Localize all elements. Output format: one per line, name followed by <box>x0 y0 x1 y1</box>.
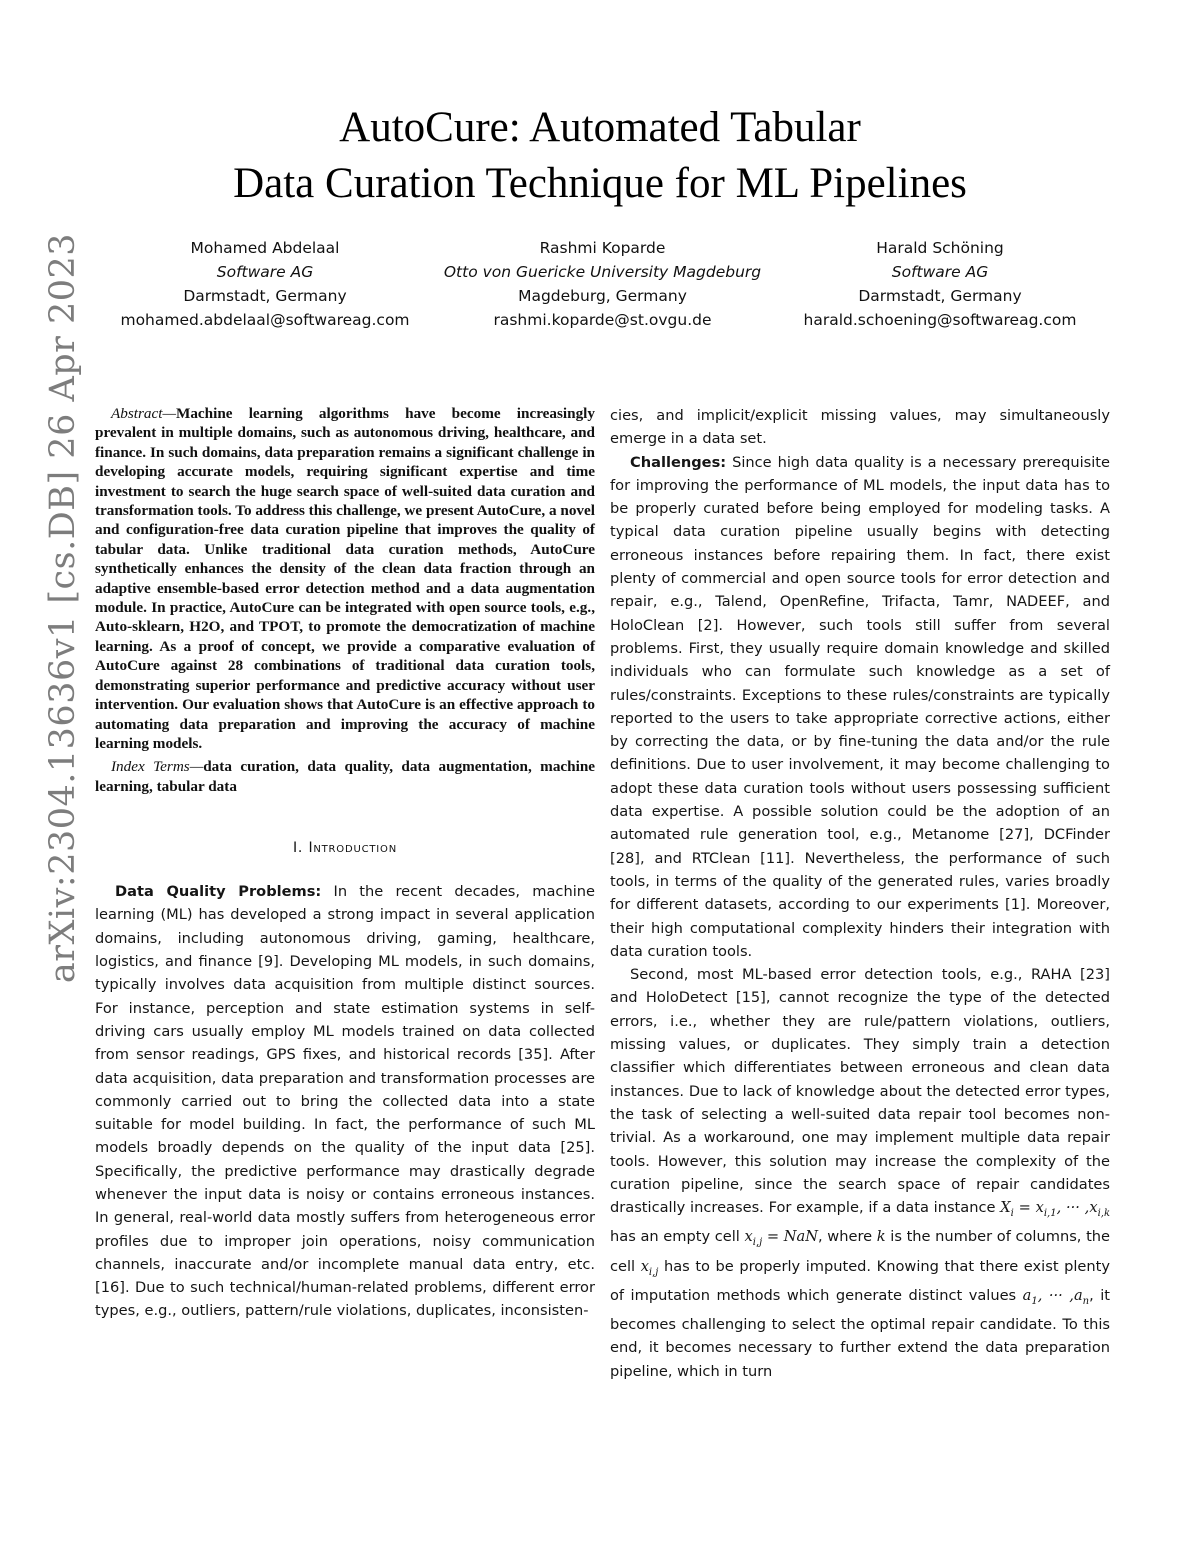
index-terms-label: Index Terms— <box>111 758 204 776</box>
index-terms-text: data curation, data quality, data augmentation, machine learning, tabular data <box>95 758 596 795</box>
paragraph-second <box>610 963 1110 1383</box>
math-empty-cell: $x_{i,j}$ = NaN <box>744 1228 818 1249</box>
right-column <box>610 404 1110 1383</box>
paragraph-text: , where <box>818 1228 873 1246</box>
author-name: Rashmi Koparde <box>539 239 666 257</box>
author-3 <box>775 236 1105 332</box>
paragraph-continuation: cies, and implicit/explicit missing values, may simultaneously emerge in a data set. <box>610 407 1110 448</box>
author-affiliation: Otto von Guericke University Magdeburg <box>443 263 762 281</box>
section-number: I. <box>292 840 304 857</box>
paragraph-text: , it becomes challenging to select the optimal repair candidate. To this end, it becomes necessary to further extend the data preparation pipeline, which in turn <box>610 1286 1110 1380</box>
paragraph-challenges <box>610 451 1110 964</box>
arxiv-identifier: arXiv:2304.13636v1 [cs.DB] 26 Apr 2023 <box>43 232 83 983</box>
author-name: Harald Schöning <box>876 239 1004 257</box>
abstract-label: Abstract— <box>111 405 176 422</box>
author-location: Darmstadt, Germany <box>183 287 347 305</box>
title-line-2: Data Curation Technique for ML Pipelines <box>233 160 967 207</box>
section-heading <box>95 840 595 856</box>
author-location: Darmstadt, Germany <box>858 287 1022 305</box>
math-values: $a_1$, ··· $,a_n$ <box>1022 1286 1090 1307</box>
author-affiliation: Software AG <box>216 263 314 281</box>
math-instance: $X_i = x_{i,1}$, ··· $,x_{i,k}$ <box>1000 1199 1110 1219</box>
index-terms <box>95 757 595 796</box>
paragraph-text: is the number of columns, the cell <box>610 1228 1111 1275</box>
math-cell: $x_{i,j}$ <box>640 1257 659 1278</box>
left-column <box>95 404 595 1323</box>
abstract-text: Machine learning algorithms have become increasingly prevalent in multiple domains, such as autonomous driving, healthcare, and finance. In such domains, data preparation remains a significant challenge in developing accurate models, requiring significant expertise and time investment to search the huge search space of well-suited data curation and transformation tools. To address this challenge, we present AutoCure, a novel and configuration-free data curation pipeline that improves the quality of tabular data. Unlike traditional data curation methods, AutoCure synthetically enhances the density of the clean data fraction through an adaptive ensemble-based error detection method and a data augmentation module. In practice, AutoCure can be integrated with open source tools, e.g., Auto-sklearn, H2O, and TPOT, to promote the democratization of machine learning. As a proof of concept, we provide a comparative evaluation of AutoCure against 28 combinations of traditional data curation tools, demonstrating superior performance and predictive accuracy without user intervention. Our evaluation shows that AutoCure is an effective approach to automating data preparation and improving the accuracy of machine learning models. <box>95 405 595 752</box>
author-affiliation: Software AG <box>891 263 989 281</box>
paragraph-text: Since high data quality is a necessary prerequisite for improving the performance of ML models, the input data has to be properly curated before being employed for modeling tasks. A typical data curation pipeline usually begins with detecting erroneous instances before repairing them. In fact, there exist plenty of commercial and open source tools for error detection and repair, e.g., Talend, OpenRefine, Trifacta, Tamr, NADEEF, and HoloClean [2]. However, such tools still suffer from several problems. First, they usually require domain knowledge and skilled individuals who can formulate such knowledge as a set of rules/constraints. Exceptions to these rules/constraints are typically reported to the users to take appropriate corrective actions, either by correcting the data, or by fine-tuning the data and/or the rule definitions. Due to user involvement, it may become challenging to adopt these data curation tools without users possessing sufficient data expertise. A possible solution could be the adoption of an automated rule generation tool, e.g., Metanome [27], DCFinder [28], and RTClean [11]. Nevertheless, the performance of such tools, in terms of the quality of the generated rules, varies broadly for different datasets, according to our experiments [1]. Moreover, their high computational complexity hinders their integration with data curation tools. <box>610 453 1110 960</box>
paragraph-text: In the recent decades, machine learning (ML) has developed a strong impact in several application domains, including autonomous driving, gaming, healthcare, logistics, and finance [9]. Developing ML models, in such domains, typically involves data acquisition from multiple distinct sources. For instance, perception and state estimation systems in self-driving cars usually employ ML models trained on data collected from sensor readings, GPS fixes, and historical records [35]. After data acquisition, data preparation and transformation processes are commonly carried out to bring the collected data into a state suitable for model building. In fact, the performance of such ML models broadly depends on the quality of the input data [25]. Specifically, the predictive performance may drastically degrade whenever the input data is noisy or contains erroneous instances. In general, real-world data mostly suffers from heterogeneous error profiles due to improper join operations, noisy communication channels, inaccurate and/or incomplete manual data entry, etc. [16]. Due to such technical/human-related problems, different error types, e.g., outliers, pattern/rule violations, duplicates, inconsisten- <box>95 883 595 1320</box>
paragraph-data-quality <box>95 880 595 1323</box>
author-location: Magdeburg, Germany <box>518 287 687 305</box>
math-k: k <box>876 1228 886 1246</box>
author-email: rashmi.koparde@st.ovgu.de <box>493 311 712 329</box>
paragraph-text: Second, most ML-based error detection tools, e.g., RAHA [23] and HoloDetect [15], cannot recognize the type of the detected errors, i.e., whether they are rule/pattern violations, outliers, missing values, or duplicates. They simply train a detection classifier which differentiates between erroneous and clean data instances. Due to lack of knowledge about the detected error types, the task of selecting a well-suited data repair tool becomes non-trivial. As a workaround, one may implement multiple data repair tools. However, this solution may increase the complexity of the curation pipeline, since the search space of repair candidates drastically increases. For example, if a data instance <box>610 966 1110 1217</box>
paragraph-text: has an empty cell <box>610 1228 740 1246</box>
arxiv-sidebar <box>28 232 98 983</box>
author-name: Mohamed Abdelaal <box>190 239 340 257</box>
paragraph-text: has to be properly imputed. Knowing that there exist plenty of imputation methods which generate distinct values <box>610 1257 1110 1304</box>
paragraph-lead: Data Quality Problems: <box>115 883 322 901</box>
section-title: Introduction <box>308 840 397 857</box>
author-2 <box>425 236 780 332</box>
author-1 <box>100 236 430 332</box>
author-email: harald.schoening@softwareag.com <box>803 311 1077 329</box>
author-email: mohamed.abdelaal@softwareag.com <box>120 311 410 329</box>
abstract <box>95 404 595 753</box>
paragraph-lead: Challenges: <box>630 453 727 471</box>
title-line-1: AutoCure: Automated Tabular <box>339 104 861 151</box>
paper-title <box>120 100 1080 212</box>
